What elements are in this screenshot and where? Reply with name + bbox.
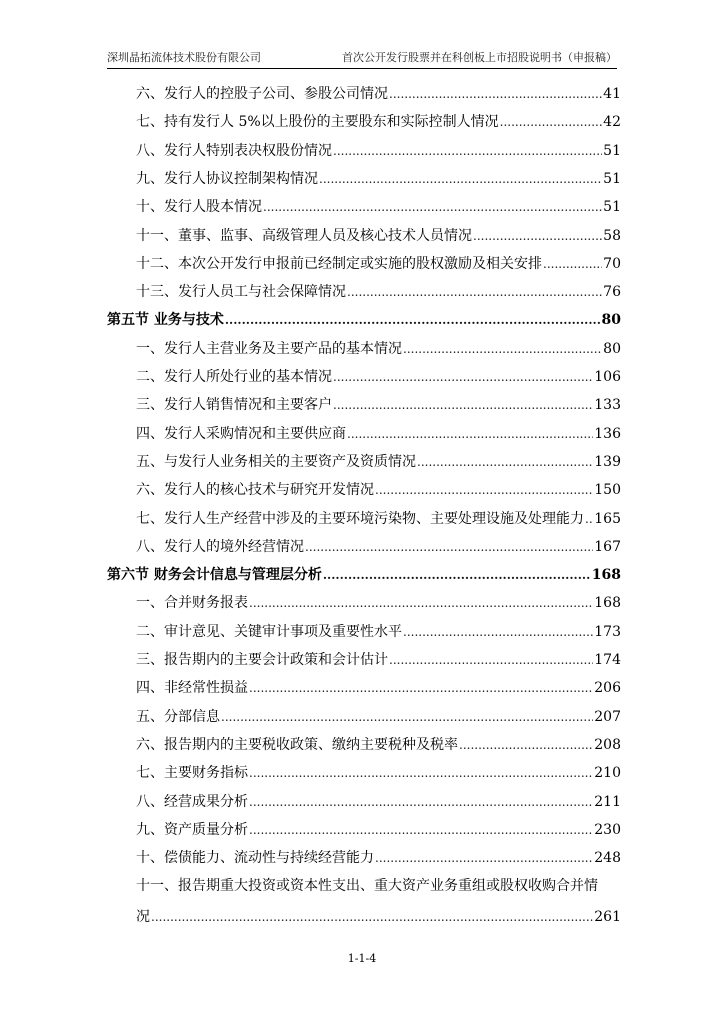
dot-leader	[249, 792, 593, 812]
toc-entry[interactable]	[107, 650, 621, 670]
toc-entry-page: 139	[594, 453, 621, 470]
toc-entry[interactable]	[107, 395, 621, 415]
dot-leader	[305, 537, 593, 557]
toc-entry-page: 133	[594, 397, 621, 414]
toc-entry-page: 207	[594, 708, 621, 725]
toc-entry-title: 第六节 财务会计信息与管理层分析	[107, 567, 322, 584]
toc-entry-title: 六、发行人的核心技术与研究开发情况	[136, 482, 374, 499]
dot-leader	[389, 84, 602, 104]
toc-entry[interactable]	[107, 197, 621, 217]
toc-entry-title: 八、经营成果分析	[136, 793, 248, 810]
toc-entry[interactable]	[107, 226, 621, 246]
dot-leader	[263, 197, 602, 217]
toc-entry[interactable]	[107, 622, 621, 642]
toc-entry-title-line1[interactable]: 十一、报告期重大投资或资本性支出、重大资产业务重组或股权收购合并情	[136, 878, 598, 895]
toc-entry-page: 165	[594, 510, 621, 527]
dot-leader	[249, 593, 593, 613]
dot-leader	[500, 112, 603, 132]
toc-entry-title: 三、发行人销售情况和主要客户	[136, 397, 332, 414]
toc-entry-page: 167	[594, 538, 621, 555]
toc-entry-title: 十、发行人股本情况	[136, 199, 262, 216]
toc-entry-page: 230	[594, 821, 621, 838]
toc-entry-page: 41	[603, 86, 621, 102]
toc-entry-title: 六、发行人的控股子公司、参股公司情况	[136, 86, 388, 102]
toc-entry[interactable]	[107, 339, 621, 359]
dot-leader	[221, 707, 593, 727]
toc-entry-title: 八、发行人的境外经营情况	[136, 538, 304, 555]
toc-entry-title: 三、报告期内的主要会计政策和会计估计	[136, 652, 388, 668]
toc-entry[interactable]	[107, 254, 621, 274]
toc-entry[interactable]	[107, 763, 621, 783]
toc-entry-page: 168	[591, 567, 621, 584]
toc-entry[interactable]	[107, 509, 621, 529]
toc-entry-title: 七、主要财务指标	[136, 765, 248, 782]
dot-leader	[585, 509, 593, 529]
dot-leader	[375, 848, 593, 868]
toc-entry[interactable]	[107, 141, 621, 161]
document-title: 首次公开发行股票并在科创板上市招股说明书（申报稿）	[342, 51, 617, 64]
dot-leader	[225, 310, 601, 330]
toc-entry-page: 168	[594, 595, 621, 612]
header-divider	[107, 68, 617, 69]
dot-leader	[389, 650, 593, 670]
dot-leader	[417, 452, 593, 472]
toc-entry-page: 106	[594, 369, 621, 385]
toc-entry-title: 十一、董事、监事、高级管理人员及核心技术人员情况	[136, 227, 472, 244]
toc-entry-page: 80	[601, 312, 621, 329]
toc-entry-title: 九、资产质量分析	[136, 821, 248, 838]
dot-leader	[333, 141, 602, 161]
dot-leader	[347, 424, 593, 444]
toc-entry-title: 二、发行人所处行业的基本情况	[136, 369, 332, 385]
toc-entry-continued[interactable]	[107, 907, 621, 927]
toc-entry-title: 十、偿债能力、流动性与持续经营能力	[136, 850, 374, 867]
dot-leader	[319, 169, 602, 189]
dot-leader	[543, 254, 602, 274]
toc-entry[interactable]	[107, 678, 621, 698]
toc-entry[interactable]	[107, 848, 621, 868]
toc-entry-page: 76	[603, 284, 621, 301]
dot-leader	[151, 907, 593, 927]
toc-entry[interactable]	[107, 707, 621, 727]
toc-entry-title: 九、发行人协议控制架构情况	[136, 170, 318, 187]
toc-entry-page: 173	[594, 623, 621, 640]
toc-entry[interactable]	[107, 480, 621, 500]
toc-entry[interactable]	[107, 367, 621, 387]
toc-entry-title: 十二、本次公开发行申报前已经制定或实施的股权激励及相关安排	[136, 255, 542, 272]
dot-leader	[249, 820, 593, 840]
dot-leader	[249, 678, 593, 698]
toc-entry-page: 150	[594, 482, 621, 499]
dot-leader	[375, 480, 593, 500]
toc-entry-page: 70	[603, 255, 621, 272]
toc-entry-title: 一、发行人主营业务及主要产品的基本情况	[136, 340, 402, 357]
toc-entry[interactable]	[107, 112, 621, 132]
toc-entry-title: 二、审计意见、关键审计事项及重要性水平	[136, 623, 402, 640]
dot-leader	[403, 339, 602, 359]
toc-entry-page: 136	[594, 425, 621, 442]
toc-entry[interactable]	[107, 452, 621, 472]
dot-leader	[323, 565, 591, 585]
toc-entry-page: 211	[594, 793, 621, 810]
toc-entry[interactable]	[107, 424, 621, 444]
toc-entry-title-line2: 况	[136, 908, 150, 925]
toc-entry[interactable]	[107, 792, 621, 812]
dot-leader	[347, 282, 602, 302]
toc-entry[interactable]	[107, 537, 621, 557]
dot-leader	[333, 395, 593, 415]
toc-entry-title: 八、发行人特别表决权股份情况	[136, 142, 332, 159]
toc-entry-title: 五、与发行人业务相关的主要资产及资质情况	[136, 453, 416, 470]
toc-section-entry[interactable]	[107, 310, 621, 330]
toc-entry-page: 42	[603, 114, 621, 131]
toc-entry-page: 261	[594, 908, 621, 925]
toc-entry[interactable]	[107, 820, 621, 840]
toc-entry[interactable]	[107, 169, 621, 189]
toc-entry-page: 208	[594, 736, 621, 753]
toc-entry-page: 58	[603, 227, 621, 244]
toc-entry[interactable]	[107, 84, 621, 104]
toc-entry-page: 51	[603, 170, 621, 187]
toc-entry-page: 80	[603, 340, 621, 357]
toc-entry[interactable]	[107, 735, 621, 755]
toc-entry-title: 第五节 业务与技术	[107, 312, 224, 329]
dot-leader	[333, 367, 593, 387]
dot-leader	[459, 735, 593, 755]
toc-entry-page: 174	[594, 652, 621, 668]
toc-entry-page: 51	[603, 199, 621, 216]
toc-entry-title: 六、报告期内的主要税收政策、缴纳主要税种及税率	[136, 736, 458, 753]
toc-entry-title: 七、持有发行人 5%以上股份的主要股东和实际控制人情况	[136, 114, 499, 131]
toc-entry-page: 210	[594, 765, 621, 782]
dot-leader	[473, 226, 602, 246]
toc-entry[interactable]	[107, 282, 621, 302]
company-name: 深圳晶拓流体技术股份有限公司	[107, 51, 261, 64]
toc-entry-title: 七、发行人生产经营中涉及的主要环境污染物、主要处理设施及处理能力	[136, 510, 584, 527]
dot-leader	[403, 622, 593, 642]
page-number: 1-1-4	[347, 952, 377, 965]
page-header	[107, 50, 617, 66]
toc-section-entry[interactable]	[107, 565, 621, 585]
toc-entry-title: 一、合并财务报表	[136, 595, 248, 612]
toc-entry-page: 248	[594, 850, 621, 867]
toc-entry-title: 十三、发行人员工与社会保障情况	[136, 284, 346, 301]
toc-entry-page: 51	[603, 142, 621, 159]
toc-entry[interactable]	[107, 593, 621, 613]
toc-entry-title: 五、分部信息	[136, 708, 220, 725]
dot-leader	[249, 763, 593, 783]
toc-entry-title: 四、非经常性损益	[136, 680, 248, 697]
toc-entry-title: 四、发行人采购情况和主要供应商	[136, 425, 346, 442]
toc-entry-page: 206	[594, 680, 621, 697]
